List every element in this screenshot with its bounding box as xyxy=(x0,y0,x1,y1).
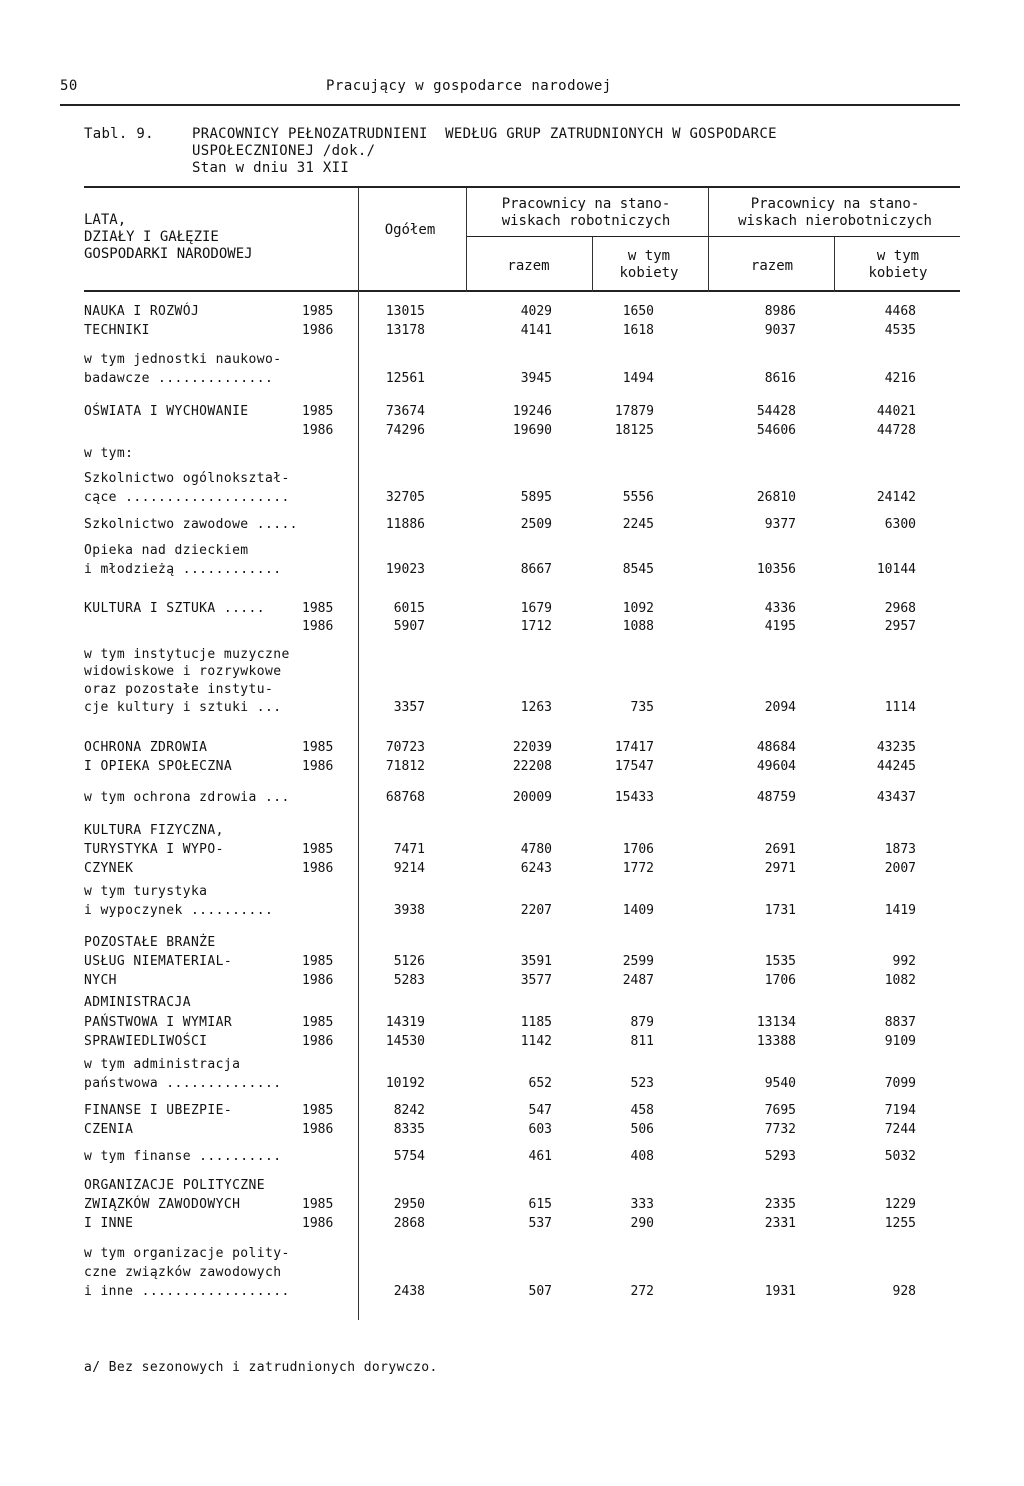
cell-workers-women: 272 xyxy=(630,1284,654,1299)
women1-heading: w tym kobiety xyxy=(619,248,679,281)
cell-total: 10192 xyxy=(385,1076,425,1091)
row-label: w tym turystyka xyxy=(84,884,208,899)
cell-nonworkers-women: 6300 xyxy=(884,517,916,532)
cell-total: 70723 xyxy=(385,740,425,755)
cell-nonworkers-women: 7244 xyxy=(884,1122,916,1137)
cell-nonworkers-women: 2957 xyxy=(884,619,916,634)
row-label: SPRAWIEDLIWOŚCI xyxy=(84,1034,208,1049)
cell-total: 2438 xyxy=(393,1284,425,1299)
divider-group2 xyxy=(708,188,709,292)
row-year: 1986 xyxy=(302,423,334,438)
row-year: 1986 xyxy=(302,1034,334,1049)
cell-total: 13178 xyxy=(385,323,425,338)
cell-workers-total: 5895 xyxy=(520,490,552,505)
cell-nonworkers-total: 10356 xyxy=(756,562,796,577)
row-year: 1985 xyxy=(302,601,334,616)
row-label: KULTURA FIZYCZNA, xyxy=(84,823,224,838)
razem1-heading: razem xyxy=(507,258,550,274)
cell-nonworkers-total: 5293 xyxy=(764,1149,796,1164)
row-label: czne związków zawodowych xyxy=(84,1265,282,1280)
cell-total: 19023 xyxy=(385,562,425,577)
row-label: NYCH xyxy=(84,973,117,988)
cell-workers-total: 8667 xyxy=(520,562,552,577)
row-year: 1986 xyxy=(302,759,334,774)
row-label: Szkolnictwo ogólnokształ- xyxy=(84,471,290,486)
row-label: OCHRONA ZDROWIA xyxy=(84,740,208,755)
group1-heading: Pracownicy na stano- wiskach robotniczych xyxy=(501,196,671,229)
row-label: PAŃSTWOWA I WYMIAR xyxy=(84,1015,233,1030)
cell-workers-total: 19690 xyxy=(512,423,552,438)
cell-nonworkers-total: 2335 xyxy=(764,1197,796,1212)
cell-nonworkers-total: 13134 xyxy=(756,1015,796,1030)
row-label: CZENIA xyxy=(84,1122,134,1137)
total-heading: Ogółem xyxy=(384,222,436,238)
cell-total: 11886 xyxy=(385,517,425,532)
cell-workers-women: 290 xyxy=(630,1216,654,1231)
cell-workers-women: 1650 xyxy=(622,304,654,319)
row-year: 1986 xyxy=(302,323,334,338)
row-label: ZWIĄZKÓW ZAWODOWYCH xyxy=(84,1197,241,1212)
row-label: POZOSTAŁE BRANŻE xyxy=(84,935,216,950)
cell-total: 7471 xyxy=(393,842,425,857)
row-label: w tym ochrona zdrowia ... xyxy=(84,790,290,805)
row-label: w tym finanse .......... xyxy=(84,1149,282,1164)
cell-nonworkers-women: 7194 xyxy=(884,1103,916,1118)
cell-total: 8242 xyxy=(393,1103,425,1118)
cell-workers-total: 4780 xyxy=(520,842,552,857)
cell-nonworkers-total: 54428 xyxy=(756,404,796,419)
divider-women2 xyxy=(834,237,835,292)
row-label: FINANSE I UBEZPIE- xyxy=(84,1103,233,1118)
row-year: 1986 xyxy=(302,619,334,634)
women2-heading: w tym kobiety xyxy=(868,248,928,281)
cell-workers-women: 523 xyxy=(630,1076,654,1091)
cell-total: 9214 xyxy=(393,861,425,876)
table-top-rule xyxy=(84,186,960,188)
row-year: 1985 xyxy=(302,1015,334,1030)
row-label: TURYSTYKA I WYPO- xyxy=(84,842,224,857)
cell-workers-total: 1142 xyxy=(520,1034,552,1049)
running-title: Pracujący w gospodarce narodowej xyxy=(326,78,612,94)
cell-total: 2950 xyxy=(393,1197,425,1212)
cell-nonworkers-women: 1873 xyxy=(884,842,916,857)
group-subrule xyxy=(466,236,960,237)
cell-workers-women: 18125 xyxy=(614,423,654,438)
cell-total: 14319 xyxy=(385,1015,425,1030)
cell-workers-women: 8545 xyxy=(622,562,654,577)
cell-workers-women: 333 xyxy=(630,1197,654,1212)
cell-workers-total: 547 xyxy=(528,1103,552,1118)
cell-nonworkers-total: 48684 xyxy=(756,740,796,755)
row-label: CZYNEK xyxy=(84,861,134,876)
cell-workers-total: 6243 xyxy=(520,861,552,876)
cell-total: 13015 xyxy=(385,304,425,319)
cell-nonworkers-women: 43235 xyxy=(876,740,916,755)
cell-nonworkers-women: 928 xyxy=(892,1284,916,1299)
cell-workers-women: 1092 xyxy=(622,601,654,616)
cell-nonworkers-women: 44728 xyxy=(876,423,916,438)
row-label: państwowa .............. xyxy=(84,1076,282,1091)
cell-nonworkers-women: 24142 xyxy=(876,490,916,505)
table-label: Tabl. 9. xyxy=(84,126,154,142)
table-title-line3: Stan w dniu 31 XII xyxy=(192,160,350,176)
cell-workers-women: 811 xyxy=(630,1034,654,1049)
cell-nonworkers-women: 9109 xyxy=(884,1034,916,1049)
cell-workers-women: 458 xyxy=(630,1103,654,1118)
cell-nonworkers-women: 1419 xyxy=(884,903,916,918)
row-year: 1986 xyxy=(302,973,334,988)
row-year: 1985 xyxy=(302,404,334,419)
cell-nonworkers-women: 4216 xyxy=(884,371,916,386)
cell-workers-total: 1263 xyxy=(520,700,552,715)
cell-nonworkers-total: 2691 xyxy=(764,842,796,857)
table-title-line2: USPOŁECZNIONEJ /dok./ xyxy=(192,143,376,159)
stub-heading: LATA, DZIAŁY I GAŁĘZIE GOSPODARKI NARODOWEJ xyxy=(84,212,253,262)
cell-nonworkers-total: 26810 xyxy=(756,490,796,505)
row-year: 1985 xyxy=(302,1197,334,1212)
row-year: 1985 xyxy=(302,304,334,319)
cell-nonworkers-women: 5032 xyxy=(884,1149,916,1164)
row-year: 1985 xyxy=(302,740,334,755)
divider-group1 xyxy=(466,188,467,292)
cell-workers-women: 735 xyxy=(630,700,654,715)
cell-workers-total: 537 xyxy=(528,1216,552,1231)
cell-nonworkers-total: 1731 xyxy=(764,903,796,918)
row-label: oraz pozostałe instytu- xyxy=(84,682,274,697)
row-year: 1985 xyxy=(302,954,334,969)
row-year: 1986 xyxy=(302,1122,334,1137)
cell-nonworkers-total: 9037 xyxy=(764,323,796,338)
cell-workers-women: 1494 xyxy=(622,371,654,386)
cell-nonworkers-total: 8616 xyxy=(764,371,796,386)
cell-nonworkers-women: 44245 xyxy=(876,759,916,774)
row-label: I INNE xyxy=(84,1216,134,1231)
page-number: 50 xyxy=(60,78,78,94)
cell-nonworkers-total: 1931 xyxy=(764,1284,796,1299)
cell-nonworkers-women: 2007 xyxy=(884,861,916,876)
cell-total: 3357 xyxy=(393,700,425,715)
cell-nonworkers-women: 992 xyxy=(892,954,916,969)
cell-nonworkers-women: 2968 xyxy=(884,601,916,616)
cell-nonworkers-women: 43437 xyxy=(876,790,916,805)
cell-workers-total: 4029 xyxy=(520,304,552,319)
cell-workers-total: 22039 xyxy=(512,740,552,755)
row-label: KULTURA I SZTUKA ..... xyxy=(84,601,265,616)
row-label: cje kultury i sztuki ... xyxy=(84,700,282,715)
row-year: 1985 xyxy=(302,1103,334,1118)
cell-nonworkers-women: 8837 xyxy=(884,1015,916,1030)
cell-total: 2868 xyxy=(393,1216,425,1231)
cell-nonworkers-total: 1535 xyxy=(764,954,796,969)
cell-total: 5283 xyxy=(393,973,425,988)
cell-total: 73674 xyxy=(385,404,425,419)
row-label: ADMINISTRACJA xyxy=(84,995,191,1010)
cell-total: 14530 xyxy=(385,1034,425,1049)
table-title-line1: PRACOWNICY PEŁNOZATRUDNIENI WEDŁUG GRUP ZATRUDNIONYCH W GOSPODARCE xyxy=(192,126,777,142)
cell-nonworkers-total: 4336 xyxy=(764,601,796,616)
header-rule xyxy=(60,104,960,106)
cell-nonworkers-total: 49604 xyxy=(756,759,796,774)
cell-nonworkers-women: 7099 xyxy=(884,1076,916,1091)
cell-nonworkers-women: 1082 xyxy=(884,973,916,988)
cell-workers-women: 408 xyxy=(630,1149,654,1164)
row-label: badawcze .............. xyxy=(84,371,274,386)
cell-workers-women: 2245 xyxy=(622,517,654,532)
row-label: I OPIEKA SPOŁECZNA xyxy=(84,759,233,774)
row-label: w tym organizacje polity- xyxy=(84,1246,290,1261)
cell-workers-women: 1409 xyxy=(622,903,654,918)
cell-total: 71812 xyxy=(385,759,425,774)
row-label: w tym jednostki naukowo- xyxy=(84,352,282,367)
cell-workers-total: 2207 xyxy=(520,903,552,918)
cell-nonworkers-women: 4468 xyxy=(884,304,916,319)
cell-workers-women: 1706 xyxy=(622,842,654,857)
cell-nonworkers-women: 4535 xyxy=(884,323,916,338)
cell-workers-women: 17417 xyxy=(614,740,654,755)
group2-heading: Pracownicy na stano- wiskach nierobotniczych xyxy=(738,196,932,229)
cell-workers-women: 506 xyxy=(630,1122,654,1137)
cell-workers-women: 2487 xyxy=(622,973,654,988)
cell-nonworkers-women: 1114 xyxy=(884,700,916,715)
cell-total: 12561 xyxy=(385,371,425,386)
cell-nonworkers-total: 1706 xyxy=(764,973,796,988)
cell-nonworkers-total: 7732 xyxy=(764,1122,796,1137)
row-label: Opieka nad dzieckiem xyxy=(84,543,249,558)
row-label: ORGANIZACJE POLITYCZNE xyxy=(84,1178,265,1193)
cell-workers-total: 20009 xyxy=(512,790,552,805)
cell-workers-total: 652 xyxy=(528,1076,552,1091)
row-label: w tym instytucje muzyczne xyxy=(84,647,290,662)
row-label: i wypoczynek .......... xyxy=(84,903,274,918)
row-label: NAUKA I ROZWÓJ xyxy=(84,304,200,319)
cell-workers-total: 3945 xyxy=(520,371,552,386)
row-label: Szkolnictwo zawodowe ..... xyxy=(84,517,298,532)
cell-nonworkers-total: 54606 xyxy=(756,423,796,438)
row-label: w tym: xyxy=(84,446,134,461)
cell-total: 74296 xyxy=(385,423,425,438)
cell-total: 68768 xyxy=(385,790,425,805)
cell-workers-women: 17547 xyxy=(614,759,654,774)
footnote: a/ Bez sezonowych i zatrudnionych dorywczo. xyxy=(84,1360,438,1375)
cell-workers-total: 22208 xyxy=(512,759,552,774)
cell-nonworkers-total: 2331 xyxy=(764,1216,796,1231)
cell-total: 5754 xyxy=(393,1149,425,1164)
cell-nonworkers-women: 10144 xyxy=(876,562,916,577)
row-label: TECHNIKI xyxy=(84,323,150,338)
cell-nonworkers-total: 2971 xyxy=(764,861,796,876)
row-label: USŁUG NIEMATERIAL- xyxy=(84,954,233,969)
cell-nonworkers-women: 1255 xyxy=(884,1216,916,1231)
cell-workers-women: 1618 xyxy=(622,323,654,338)
cell-workers-total: 3591 xyxy=(520,954,552,969)
cell-nonworkers-women: 44021 xyxy=(876,404,916,419)
header-bottom-rule xyxy=(84,290,960,292)
cell-nonworkers-total: 48759 xyxy=(756,790,796,805)
cell-nonworkers-total: 8986 xyxy=(764,304,796,319)
cell-workers-total: 1679 xyxy=(520,601,552,616)
cell-workers-total: 615 xyxy=(528,1197,552,1212)
cell-workers-total: 461 xyxy=(528,1149,552,1164)
cell-workers-women: 5556 xyxy=(622,490,654,505)
row-label: OŚWIATA I WYCHOWANIE xyxy=(84,404,249,419)
cell-workers-women: 2599 xyxy=(622,954,654,969)
row-label: w tym administracja xyxy=(84,1057,241,1072)
row-label: i młodzieżą ............ xyxy=(84,562,282,577)
cell-workers-women: 1772 xyxy=(622,861,654,876)
cell-nonworkers-total: 2094 xyxy=(764,700,796,715)
row-year: 1985 xyxy=(302,842,334,857)
divider-women1 xyxy=(592,237,593,292)
cell-nonworkers-women: 1229 xyxy=(884,1197,916,1212)
row-label: widowiskowe i rozrywkowe xyxy=(84,664,282,679)
cell-workers-total: 2509 xyxy=(520,517,552,532)
cell-workers-total: 603 xyxy=(528,1122,552,1137)
cell-workers-total: 507 xyxy=(528,1284,552,1299)
row-label: i inne .................. xyxy=(84,1284,290,1299)
cell-nonworkers-total: 9540 xyxy=(764,1076,796,1091)
cell-total: 5126 xyxy=(393,954,425,969)
cell-nonworkers-total: 7695 xyxy=(764,1103,796,1118)
cell-nonworkers-total: 4195 xyxy=(764,619,796,634)
cell-nonworkers-total: 9377 xyxy=(764,517,796,532)
cell-workers-total: 1712 xyxy=(520,619,552,634)
cell-total: 3938 xyxy=(393,903,425,918)
row-year: 1986 xyxy=(302,861,334,876)
cell-workers-total: 1185 xyxy=(520,1015,552,1030)
row-label: cące .................... xyxy=(84,490,290,505)
cell-total: 5907 xyxy=(393,619,425,634)
cell-total: 32705 xyxy=(385,490,425,505)
cell-workers-women: 15433 xyxy=(614,790,654,805)
razem2-heading: razem xyxy=(750,258,794,274)
cell-workers-total: 3577 xyxy=(520,973,552,988)
cell-nonworkers-total: 13388 xyxy=(756,1034,796,1049)
cell-workers-total: 19246 xyxy=(512,404,552,419)
cell-workers-total: 4141 xyxy=(520,323,552,338)
cell-workers-women: 1088 xyxy=(622,619,654,634)
cell-workers-women: 879 xyxy=(630,1015,654,1030)
row-year: 1986 xyxy=(302,1216,334,1231)
cell-total: 6015 xyxy=(393,601,425,616)
cell-total: 8335 xyxy=(393,1122,425,1137)
cell-workers-women: 17879 xyxy=(614,404,654,419)
